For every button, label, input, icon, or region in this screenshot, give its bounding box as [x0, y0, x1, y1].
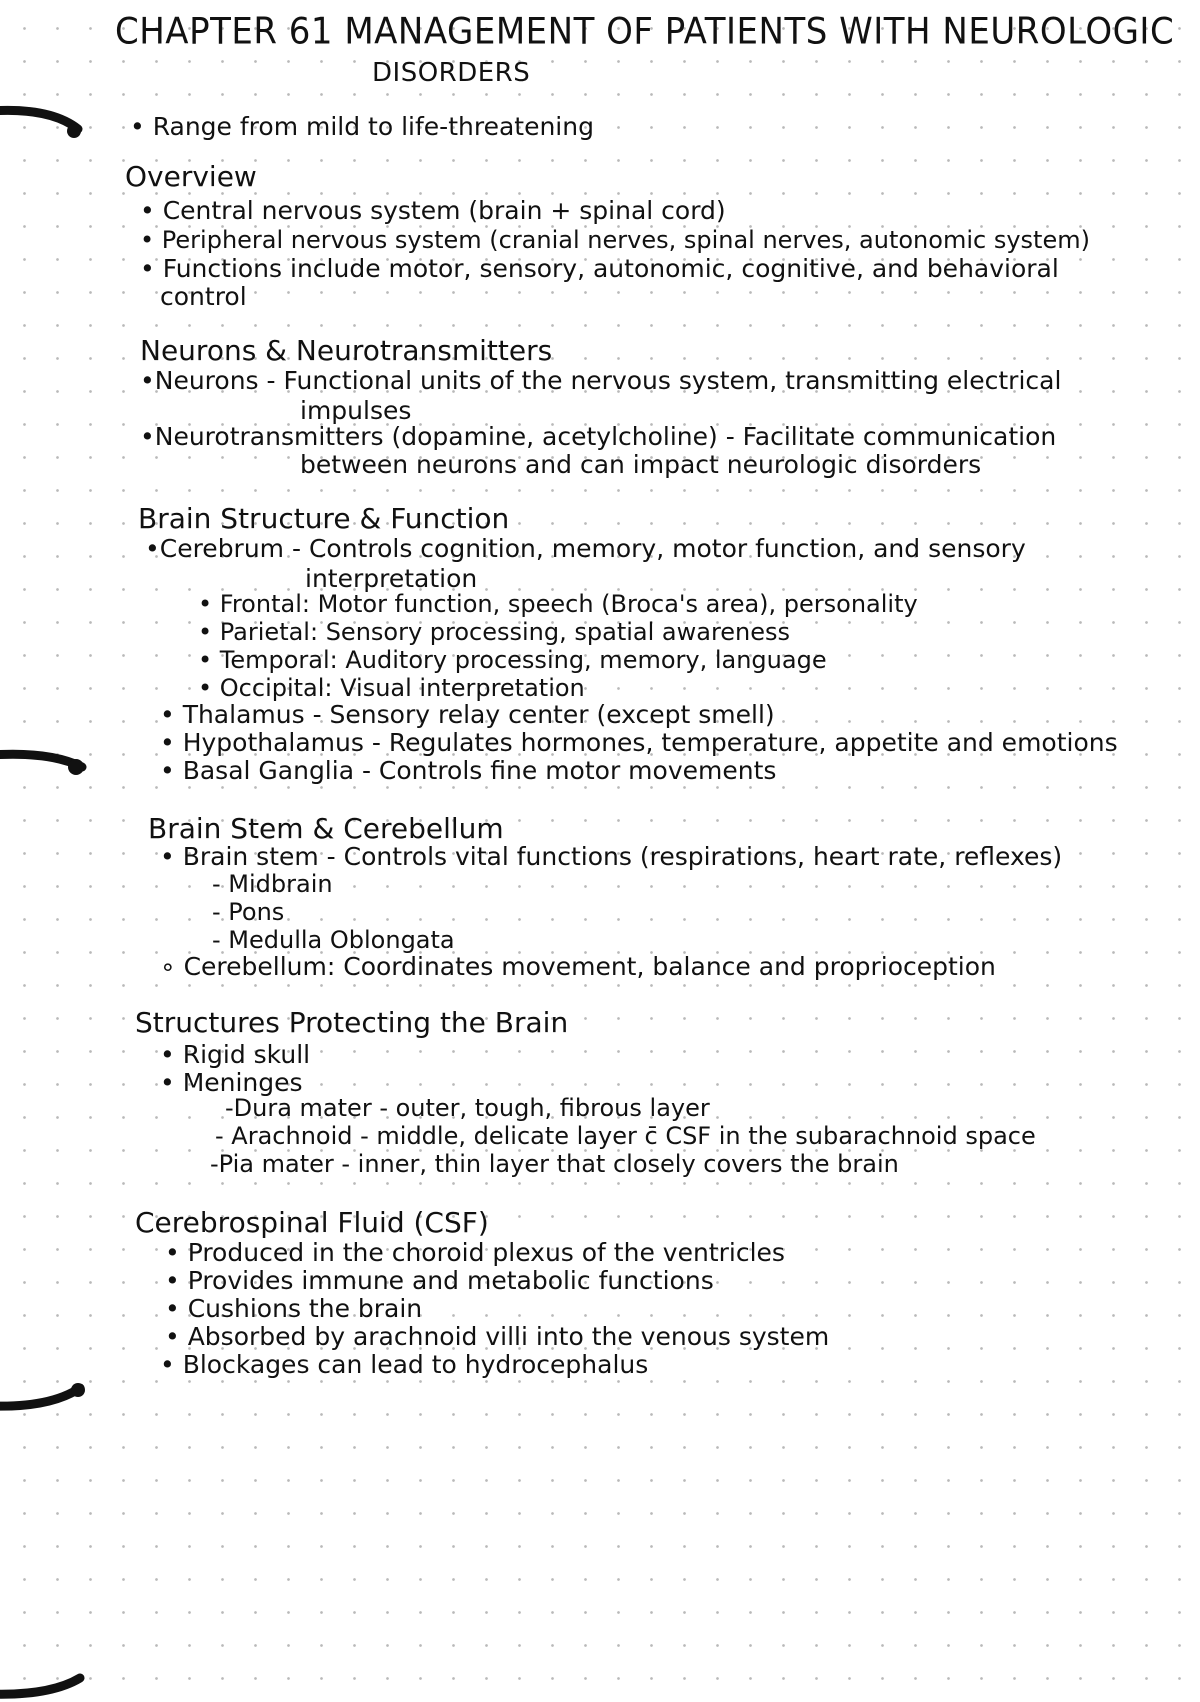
- protect-pia: -Pia mater - inner, thin layer that closely covers the brain: [210, 1150, 899, 1178]
- csf-provides: • Provides immune and metabolic functions: [165, 1266, 714, 1295]
- stem-medulla: - Medulla Oblongata: [212, 926, 455, 954]
- neurons-bullet-1: •Neurons - Functional units of the nervous system, transmitting electrical: [140, 366, 1062, 395]
- brain-heading: Brain Structure & Function: [138, 502, 510, 535]
- intro-bullet: • Range from mild to life-threatening: [130, 112, 594, 141]
- stem-pons: - Pons: [212, 898, 285, 926]
- binder-ring-middle: [0, 745, 90, 779]
- neurons-bullet-2-cont: between neurons and can impact neurologic disorders: [300, 450, 982, 479]
- brain-temporal: • Temporal: Auditory processing, memory, language: [198, 646, 827, 674]
- csf-produced: • Produced in the choroid plexus of the ventricles: [165, 1238, 785, 1267]
- stem-heading: Brain Stem & Cerebellum: [148, 812, 504, 845]
- stem-midbrain: - Midbrain: [212, 870, 333, 898]
- stem-cerebellum: ∘ Cerebellum: Coordinates movement, balance and proprioception: [160, 952, 996, 981]
- protect-arachnoid: - Arachnoid - middle, delicate layer c̄ CSF in the subarachnoid space: [215, 1122, 1036, 1150]
- brain-basal-ganglia: • Basal Ganglia - Controls fine motor movements: [160, 756, 777, 785]
- overview-bullet-2: • Peripheral nervous system (cranial nerves, spinal nerves, autonomic system): [140, 226, 1090, 254]
- overview-heading: Overview: [125, 160, 257, 193]
- neurons-heading: Neurons & Neurotransmitters: [140, 334, 553, 367]
- brain-cerebrum-cont: interpretation: [305, 564, 478, 593]
- csf-absorbed: • Absorbed by arachnoid villi into the venous system: [165, 1322, 830, 1351]
- csf-heading: Cerebrospinal Fluid (CSF): [135, 1206, 489, 1239]
- protect-meninges: • Meninges: [160, 1068, 303, 1097]
- neurons-bullet-2: •Neurotransmitters (dopamine, acetylcholine) - Facilitate communication: [140, 422, 1057, 451]
- protect-skull: • Rigid skull: [160, 1040, 311, 1069]
- chapter-title: CHAPTER 61 MANAGEMENT OF PATIENTS WITH NEUROLOGIC: [115, 10, 1175, 54]
- neurons-bullet-1-cont: impulses: [300, 396, 412, 425]
- csf-blockages: • Blockages can lead to hydrocephalus: [160, 1350, 649, 1379]
- brain-parietal: • Parietal: Sensory processing, spatial awareness: [198, 618, 791, 646]
- overview-bullet-3: • Functions include motor, sensory, autonomic, cognitive, and behavioral: [140, 254, 1059, 283]
- brain-hypothalamus: • Hypothalamus - Regulates hormones, temperature, appetite and emotions: [160, 728, 1118, 757]
- brain-cerebrum: •Cerebrum - Controls cognition, memory, motor function, and sensory: [145, 534, 1026, 563]
- brain-thalamus: • Thalamus - Sensory relay center (except smell): [160, 700, 775, 729]
- chapter-title-continued: DISORDERS: [372, 58, 531, 88]
- overview-bullet-3-cont: control: [160, 282, 247, 311]
- protect-dura: -Dura mater - outer, tough, fibrous layer: [225, 1094, 710, 1122]
- overview-bullet-1: • Central nervous system (brain + spinal cord): [140, 196, 726, 225]
- binder-ring-top: [0, 105, 90, 139]
- csf-cushions: • Cushions the brain: [165, 1294, 423, 1323]
- brain-occipital: • Occipital: Visual interpretation: [198, 674, 585, 702]
- brain-frontal: • Frontal: Motor function, speech (Broca's area), personality: [198, 590, 918, 618]
- binder-ring-lower: [0, 1378, 90, 1412]
- binder-ring-bottom: [0, 1668, 90, 1702]
- protect-heading: Structures Protecting the Brain: [135, 1006, 569, 1039]
- stem-brain-stem: • Brain stem - Controls vital functions (respirations, heart rate, reflexes): [160, 842, 1063, 871]
